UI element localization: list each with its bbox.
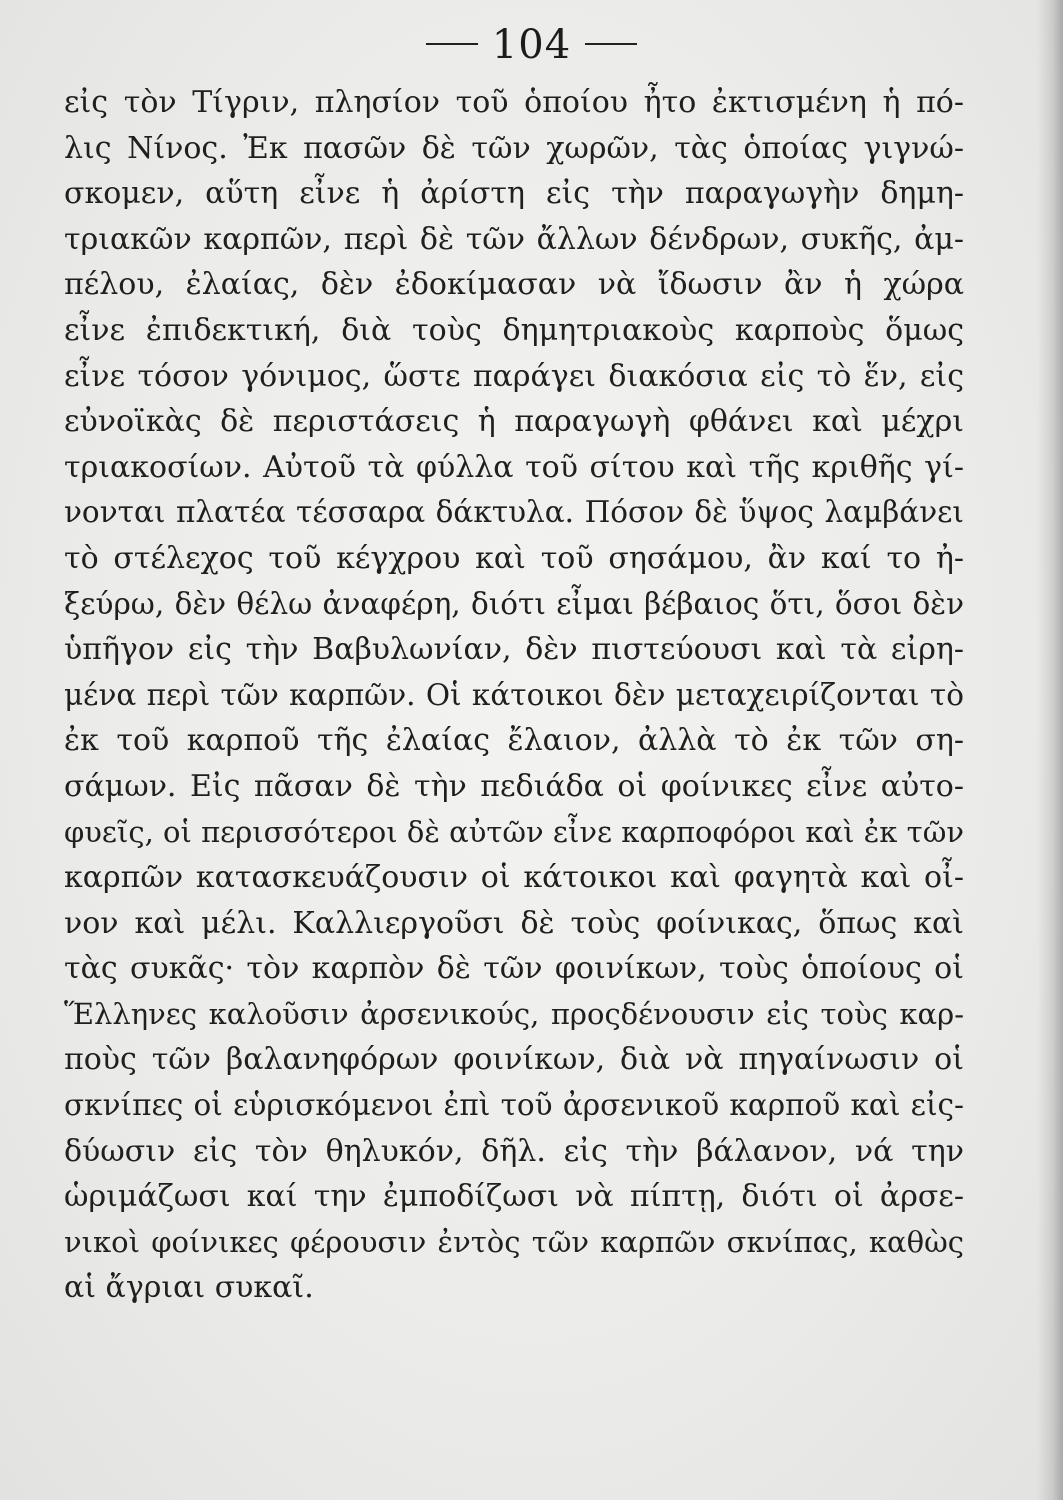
- text-line: ποὺς τῶν βαλανηφόρων φοινίκων, διὰ νὰ πηγαίνωσιν οἱ: [64, 1042, 964, 1078]
- text-line: φυεῖς, οἱ περισσότεροι δὲ αὐτῶν εἶνε καρποφόροι καὶ ἐκ τῶν: [64, 814, 964, 849]
- header-dash-right: [585, 43, 637, 45]
- body-text: [64, 80, 964, 1311]
- text-line: εἰς τὸν Τίγριν, πλησίον τοῦ ὁποίου ἦτο ἐκτισμένη ἡ πό-: [64, 85, 964, 120]
- text-line-last: αἱ ἄγριαι συκαῖ.: [64, 1270, 314, 1306]
- text-line: τριακῶν καρπῶν, περὶ δὲ τῶν ἄλλων δένδρων, συκῆς, ἀμ-: [64, 221, 964, 257]
- text-line: Ἕλληνες καλοῦσιν ἀρσενικούς, προςδένουσιν εἰς τοὺς καρ-: [64, 996, 964, 1031]
- text-line: σκομεν, αὕτη εἶνε ἡ ἀρίστη εἰς τὴν παραγωγὴν δημη-: [64, 176, 964, 212]
- text-line: ἐκ τοῦ καρποῦ τῆς ἐλαίας ἔλαιον, ἀλλὰ τὸ ἐκ τῶν ση-: [64, 723, 964, 759]
- text-line: νικοὶ φοίνικες φέρουσιν ἐντὸς τῶν καρπῶν σκνίπας, καθὼς: [64, 1224, 964, 1259]
- page-edge-shadow: [1037, 0, 1063, 1500]
- text-line: καρπῶν κατασκευάζουσιν οἱ κάτοικοι καὶ φαγητὰ καὶ οἶ-: [64, 860, 964, 896]
- text-line: εἶνε τόσον γόνιμος, ὥστε παράγει διακόσια εἰς τὸ ἕν, εἰς: [64, 358, 964, 394]
- text-line: δύωσιν εἰς τὸν θηλυκόν, δῆλ. εἰς τὴν βάλανον, νά την: [64, 1133, 964, 1169]
- text-line: τριακοσίων. Αὐτοῦ τὰ φύλλα τοῦ σίτου καὶ τῆς κριθῆς γί-: [64, 449, 964, 485]
- text-line: εὐνοϊκὰς δὲ περιστάσεις ἡ παραγωγὴ φθάνει καὶ μέχρι: [64, 404, 964, 440]
- text-line: ὡριμάζωσι καί την ἐμποδίζωσι νὰ πίπτῃ, διότι οἱ ἀρσε-: [64, 1179, 964, 1215]
- text-line: νονται πλατέα τέσσαρα δάκτυλα. Πόσον δὲ ὕψος λαμβάνει: [64, 495, 964, 530]
- text-line: πέλου, ἐλαίας, δὲν ἐδοκίμασαν νὰ ἴδωσιν ἂν ἡ χώρα: [64, 267, 964, 303]
- page-number-header: [0, 22, 1063, 68]
- page-number: 104: [491, 22, 572, 68]
- text-line: νον καὶ μέλι. Καλλιεργοῦσι δὲ τοὺς φοίνικας, ὅπως καὶ: [64, 905, 964, 941]
- text-line: σκνίπες οἱ εὑρισκόμενοι ἐπὶ τοῦ ἀρσενικοῦ καρποῦ καὶ εἰς-: [64, 1088, 964, 1123]
- text-line: σάμων. Εἰς πᾶσαν δὲ τὴν πεδιάδα οἱ φοίνικες εἶνε αὐτο-: [64, 768, 964, 804]
- text-line: εἶνε ἐπιδεκτική, διὰ τοὺς δημητριακοὺς καρποὺς ὅμως: [64, 312, 964, 348]
- text-line: ὑπῆγον εἰς τὴν Βαβυλωνίαν, δὲν πιστεύουσι καὶ τὰ εἰρη-: [64, 632, 964, 668]
- text-line: τὰς συκᾶς· τὸν καρπὸν δὲ τῶν φοινίκων, τοὺς ὁποίους οἱ: [64, 951, 964, 987]
- text-line: ξεύρω, δὲν θέλω ἀναφέρη, διότι εἶμαι βέβαιος ὅτι, ὅσοι δὲν: [64, 586, 964, 621]
- text-line: μένα περὶ τῶν καρπῶν. Οἱ κάτοικοι δὲν μεταχειρίζονται τὸ: [64, 677, 964, 712]
- text-line: τὸ στέλεχος τοῦ κέγχρου καὶ τοῦ σησάμου, ἂν καί το ἠ-: [64, 540, 964, 576]
- header-dash-left: [426, 43, 478, 45]
- text-line: λις Νίνος. Ἐκ πασῶν δὲ τῶν χωρῶν, τὰς ὁποίας γιγνώ-: [64, 130, 964, 166]
